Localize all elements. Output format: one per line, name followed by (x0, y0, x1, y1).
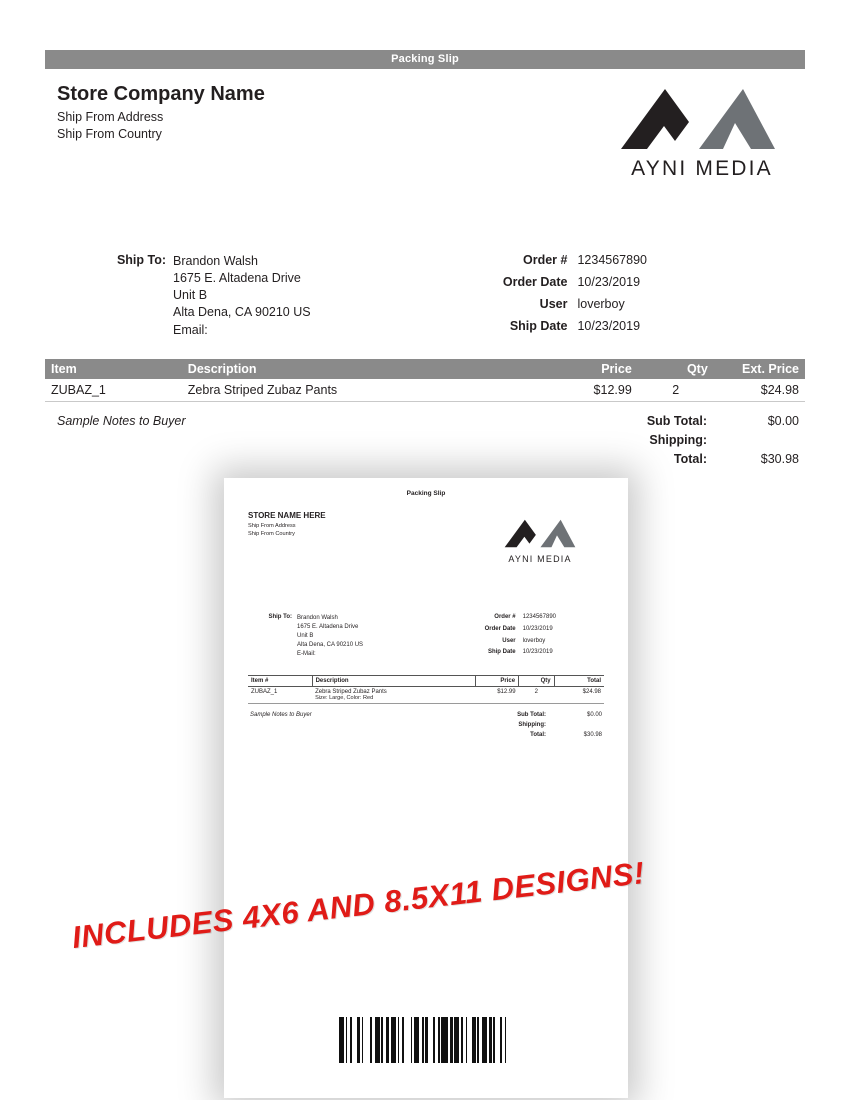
total-label: Total: (673, 451, 707, 466)
ship-to-street: 1675 E. Altadena Drive (173, 271, 301, 286)
small-ship-and-order-row (248, 614, 604, 659)
small-logo-wordmark: AYNI MEDIA (508, 554, 572, 564)
small-ayni-mountain-icon (501, 519, 579, 549)
small-cell-description-wrap (312, 687, 476, 704)
ship-to-block (108, 253, 311, 339)
small-ship-to-label: Ship To: (268, 614, 292, 620)
packing-slip-4x6 (234, 478, 618, 1098)
table-row (45, 379, 805, 402)
line-items-header (45, 359, 805, 379)
totals-block (647, 414, 799, 466)
small-ship-to-block (260, 614, 363, 659)
buyer-notes: Sample Notes to Buyer (57, 413, 186, 428)
small-notes-and-totals-row (248, 712, 604, 738)
small-subtotal-value: $0.00 (586, 712, 602, 718)
packing-slip-preview-wrapper (224, 478, 628, 1098)
logo-wordmark: AYNI MEDIA (631, 157, 773, 180)
store-info (53, 83, 265, 143)
cell-item: ZUBAZ_1 (45, 379, 182, 402)
small-line-items-header (248, 676, 604, 687)
small-slip-header (248, 511, 604, 564)
small-ship-date-value: 10/23/2019 (522, 649, 553, 656)
ship-to-unit: Unit B (173, 288, 208, 303)
small-cell-price: $12.99 (476, 687, 519, 704)
small-store-name: STORE NAME HERE (248, 511, 326, 520)
cell-price: $12.99 (547, 379, 638, 402)
small-cell-item: ZUBAZ_1 (248, 687, 312, 704)
ship-to-address (173, 253, 311, 339)
cell-ext-price: $24.98 (714, 379, 805, 402)
store-address: Ship From Address (57, 110, 164, 124)
ayni-mountain-icon (613, 89, 783, 151)
small-store-address: Ship From Address (248, 523, 296, 529)
small-totals-block (517, 712, 602, 738)
header-description: Description (182, 359, 547, 379)
small-header-price: Price (476, 676, 519, 687)
small-table-header-row (248, 676, 604, 687)
order-details (503, 253, 647, 339)
total-value: $30.98 (760, 451, 799, 466)
slip-header (45, 69, 805, 181)
small-user-value: loverboy (522, 637, 546, 644)
cell-description: Zebra Striped Zubaz Pants (182, 379, 547, 402)
small-ship-to-city: Alta Dena, CA 90210 US (297, 642, 364, 648)
small-cell-total: $24.98 (554, 687, 604, 704)
small-total-value: $30.98 (583, 732, 602, 738)
packing-slip-title-bar: Packing Slip (45, 50, 805, 69)
ship-to-label: Ship To: (116, 253, 166, 267)
store-country: Ship From Country (57, 126, 162, 141)
header-ext-price: Ext. Price (714, 359, 805, 379)
subtotal-label: Sub Total: (646, 413, 707, 428)
small-cell-description: Zebra Striped Zubaz Pants (315, 689, 387, 695)
small-header-item: Item # (248, 676, 312, 687)
small-ship-to-email-label: E-Mail: (297, 651, 316, 657)
small-order-number-label: Order # (494, 614, 516, 620)
small-cell-description-sub: Size: Large, Color: Red (315, 695, 374, 701)
small-line-items-table (248, 675, 604, 704)
small-ship-to-name: Brandon Walsh (297, 615, 338, 621)
small-ayni-media-logo (494, 519, 586, 564)
line-items-body (45, 379, 805, 402)
subtotal-value: $0.00 (767, 413, 799, 428)
small-subtotal-label: Sub Total: (517, 712, 546, 718)
table-row (248, 687, 604, 704)
order-date-label: Order Date (502, 275, 568, 290)
small-user-label: User (502, 637, 516, 644)
header-price: Price (547, 359, 638, 379)
user-label: User (539, 297, 568, 312)
small-slip-content (234, 478, 618, 738)
ship-date-value: 10/23/2019 (577, 319, 641, 334)
small-header-total: Total (554, 676, 604, 687)
ship-and-order-row (45, 253, 805, 339)
small-header-description: Description (312, 676, 476, 687)
packing-slip-letter (45, 50, 805, 466)
small-store-country: Ship From Country (248, 531, 295, 538)
shipping-label: Shipping: (649, 432, 707, 447)
shipping-value (721, 433, 799, 447)
small-total-label: Total: (530, 732, 546, 738)
store-name: Store Company Name (57, 83, 265, 105)
small-order-date-value: 10/23/2019 (522, 625, 553, 632)
cell-qty: 2 (638, 379, 714, 402)
small-store-info (248, 511, 326, 539)
small-order-details (485, 614, 556, 659)
order-number-value: 1234567890 (577, 253, 647, 267)
ship-to-city: Alta Dena, CA 90210 US (173, 305, 311, 320)
header-qty: Qty (638, 359, 714, 379)
small-order-number-value: 1234567890 (522, 614, 556, 620)
header-item: Item (45, 359, 182, 379)
ship-to-name: Brandon Walsh (173, 254, 258, 268)
ayni-media-logo (613, 89, 791, 181)
ship-to-email-label: Email: (173, 322, 208, 337)
line-items-table (45, 359, 805, 402)
small-packing-slip-title: Packing Slip (406, 490, 446, 497)
small-ship-to-address (297, 614, 363, 659)
small-line-items-body (248, 687, 604, 704)
table-header-row (45, 359, 805, 379)
small-shipping-label: Shipping: (518, 722, 546, 728)
small-ship-date-label: Ship Date (487, 649, 516, 656)
small-order-date-label: Order Date (484, 625, 516, 632)
small-cell-qty: 2 (519, 687, 555, 704)
user-value: loverboy (577, 297, 625, 312)
ship-date-label: Ship Date (509, 319, 568, 334)
small-buyer-notes: Sample Notes to Buyer (250, 712, 312, 718)
small-header-qty: Qty (519, 676, 555, 687)
small-ship-to-unit: Unit B (297, 633, 314, 639)
barcode (339, 1017, 513, 1063)
order-date-value: 10/23/2019 (577, 275, 641, 290)
notes-and-totals-row (45, 414, 805, 466)
order-number-label: Order # (523, 253, 568, 267)
promo-banner: INCLUDES 4X6 AND 8.5X11 DESIGNS! (70, 855, 647, 956)
barcode-bar (506, 1017, 513, 1063)
small-ship-to-street: 1675 E. Altadena Drive (297, 624, 359, 630)
small-shipping-value (556, 722, 602, 728)
